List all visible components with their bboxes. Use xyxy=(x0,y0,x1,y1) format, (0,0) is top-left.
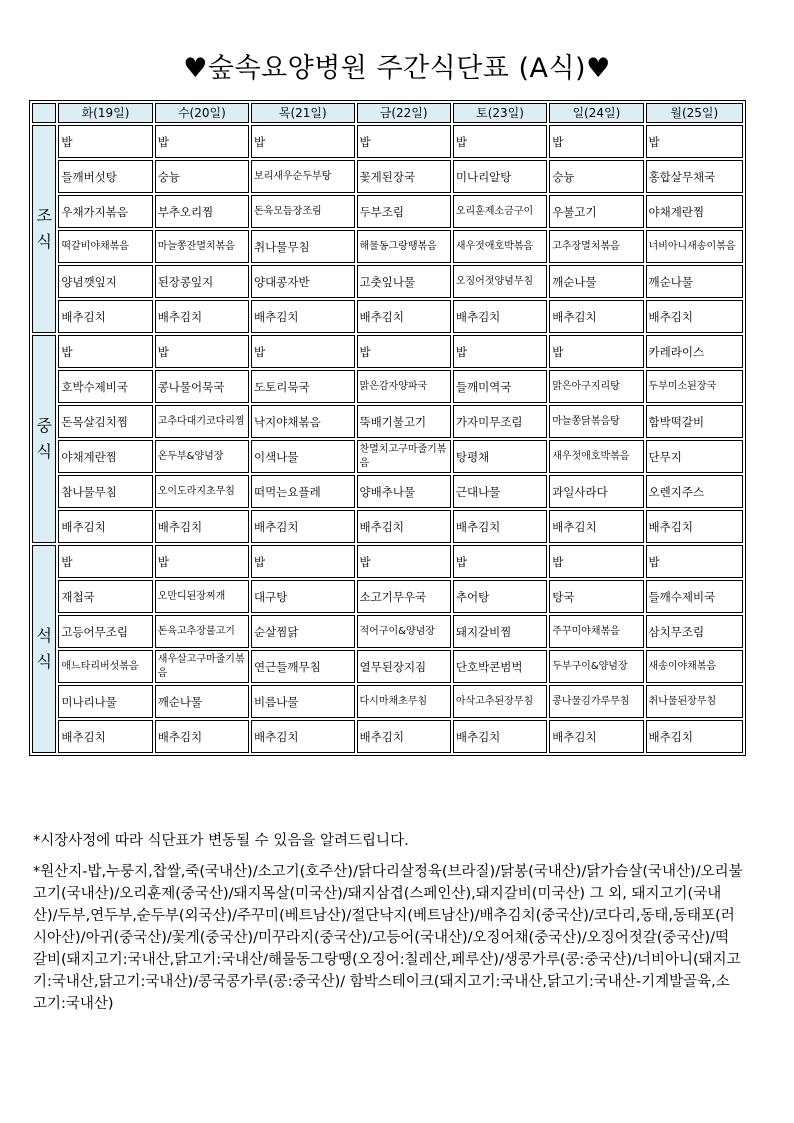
menu-cell: 해물동그랑땡볶음 xyxy=(357,230,451,263)
menu-cell: 콩나물김가루무침 xyxy=(549,685,643,718)
menu-cell: 밥 xyxy=(549,335,643,368)
menu-cell: 온두부&양념장 xyxy=(155,440,249,473)
menu-cell: 미나리알탕 xyxy=(453,160,547,193)
menu-row xyxy=(32,195,743,228)
menu-row xyxy=(32,510,743,543)
menu-cell: 두부구이&양념장 xyxy=(549,650,643,683)
menu-cell: 밥 xyxy=(453,125,547,158)
menu-cell: 단무지 xyxy=(646,440,743,473)
menu-cell: 연근들깨무침 xyxy=(251,650,354,683)
menu-cell: 돈육모듬장조림 xyxy=(251,195,354,228)
menu-row xyxy=(32,685,743,718)
menu-cell: 소고기무우국 xyxy=(357,580,451,613)
menu-cell: 배추김치 xyxy=(357,300,451,333)
menu-cell: 밥 xyxy=(251,335,354,368)
menu-row xyxy=(32,440,743,473)
menu-cell: 배추김치 xyxy=(549,300,643,333)
menu-cell: 밥 xyxy=(155,545,249,578)
menu-cell: 들깨버섯탕 xyxy=(58,160,152,193)
menu-cell: 배추김치 xyxy=(646,510,743,543)
menu-cell: 애느타리버섯볶음 xyxy=(58,650,152,683)
weekly-menu-table xyxy=(29,100,746,756)
menu-cell: 새송이야채볶음 xyxy=(646,650,743,683)
menu-cell: 순살찜닭 xyxy=(251,615,354,648)
menu-cell: 오만디된장찌개 xyxy=(155,580,249,613)
menu-cell: 밥 xyxy=(251,545,354,578)
menu-cell: 새우젓애호박볶음 xyxy=(453,230,547,263)
menu-cell: 마늘쫑잔멸치볶음 xyxy=(155,230,249,263)
menu-cell: 배추김치 xyxy=(155,300,249,333)
menu-row xyxy=(32,720,743,753)
menu-cell: 배추김치 xyxy=(58,720,152,753)
menu-row xyxy=(32,230,743,263)
menu-cell: 고춧잎나물 xyxy=(357,265,451,298)
menu-cell: 홍합살무채국 xyxy=(646,160,743,193)
menu-cell: 배추김치 xyxy=(58,510,152,543)
menu-cell: 이색나물 xyxy=(251,440,354,473)
menu-cell: 뚝배기불고기 xyxy=(357,405,451,438)
meal-label: 석 식 xyxy=(32,545,56,753)
menu-cell: 배추김치 xyxy=(251,720,354,753)
menu-cell: 단호박콘범벅 xyxy=(453,650,547,683)
menu-cell: 고추장멸치볶음 xyxy=(549,230,643,263)
menu-cell: 밥 xyxy=(357,545,451,578)
menu-cell: 맑은아구지리탕 xyxy=(549,370,643,403)
menu-cell: 낙지야채볶음 xyxy=(251,405,354,438)
menu-row xyxy=(32,405,743,438)
menu-cell: 배추김치 xyxy=(357,510,451,543)
menu-cell: 배추김치 xyxy=(549,510,643,543)
menu-cell: 오렌지주스 xyxy=(646,475,743,508)
day-header: 월(25일) xyxy=(646,103,743,123)
menu-cell: 주꾸미야채볶음 xyxy=(549,615,643,648)
menu-cell: 밥 xyxy=(549,125,643,158)
menu-cell: 배추김치 xyxy=(58,300,152,333)
menu-row xyxy=(32,370,743,403)
menu-cell: 보리새우순두부탕 xyxy=(251,160,354,193)
menu-cell: 고추다대기코다리찜 xyxy=(155,405,249,438)
menu-row xyxy=(32,125,743,158)
menu-cell: 미나리나물 xyxy=(58,685,152,718)
menu-cell: 열무된장지짐 xyxy=(357,650,451,683)
notes-section xyxy=(33,830,743,1024)
menu-cell: 배추김치 xyxy=(453,510,547,543)
origin-text: *원산지-밥,누룽지,찹쌀,죽(국내산)/소고기(호주산)/닭다리살정육(브라질)/닭봉(국내산)/닭가슴살(국내산)/오리불고기(국내산)/오리훈제(중국산)/돼지목살(미국산)/돼지삼겹(스페인산),돼지갈비(미국산) 그 외, 돼지고기(국내산)/두부,연두부,순두부(외국산)/주꾸미(베트남산)/절단낙지(베트남산)/배추김치(중국산)/코다리,동태,동태포(러시아산)/아귀(중국산)/꽃게(중국산)/미꾸라지(중국산)/고등어(국내산)/오징어채(중국산)/오징어젓갈(중국산)/떡갈비(돼지고기:국내산,닭고기:국내산/해물동그랑땡(오징어:칠레산,페루산)/생콩가루(콩:중국산)/너비아니(돼지고기:국내산,닭고기:국내산)/콩국콩가루(콩:중국산)/ 함박스테이크(돼지고기:국내산,닭고기:국내산-기계발골육,소고기:국내산) xyxy=(33,864,743,1012)
menu-row xyxy=(32,615,743,648)
day-header: 수(20일) xyxy=(155,103,249,123)
menu-cell: 숭늉 xyxy=(155,160,249,193)
menu-cell: 배추김치 xyxy=(251,300,354,333)
menu-cell: 밥 xyxy=(155,125,249,158)
menu-cell: 배추김치 xyxy=(251,510,354,543)
menu-cell: 우불고기 xyxy=(549,195,643,228)
menu-row xyxy=(32,335,743,368)
menu-cell: 깨순나물 xyxy=(646,265,743,298)
menu-cell: 다시마채초무침 xyxy=(357,685,451,718)
menu-cell: 야채계란찜 xyxy=(58,440,152,473)
menu-cell: 배추김치 xyxy=(453,300,547,333)
menu-cell: 두부미소된장국 xyxy=(646,370,743,403)
menu-cell: 배추김치 xyxy=(453,720,547,753)
menu-cell: 돼지갈비찜 xyxy=(453,615,547,648)
menu-cell: 들깨미역국 xyxy=(453,370,547,403)
menu-cell: 밥 xyxy=(357,125,451,158)
menu-cell: 도토리묵국 xyxy=(251,370,354,403)
menu-cell: 고등어무조림 xyxy=(58,615,152,648)
menu-cell: 밥 xyxy=(453,335,547,368)
menu-row xyxy=(32,265,743,298)
menu-cell: 배추김치 xyxy=(549,720,643,753)
menu-cell: 부추오리찜 xyxy=(155,195,249,228)
menu-cell: 돈목살김치찜 xyxy=(58,405,152,438)
menu-cell: 밥 xyxy=(549,545,643,578)
menu-cell: 대구탕 xyxy=(251,580,354,613)
menu-cell: 참나물무침 xyxy=(58,475,152,508)
menu-cell: 밥 xyxy=(453,545,547,578)
menu-cell: 근대나물 xyxy=(453,475,547,508)
menu-cell: 밥 xyxy=(58,125,152,158)
menu-cell: 추어탕 xyxy=(453,580,547,613)
menu-cell: 양념깻잎지 xyxy=(58,265,152,298)
menu-row xyxy=(32,160,743,193)
menu-cell: 밥 xyxy=(58,335,152,368)
menu-cell: 새우살고구마줄기볶음 xyxy=(155,650,249,683)
menu-cell: 취나물무침 xyxy=(251,230,354,263)
menu-cell: 삼치무조림 xyxy=(646,615,743,648)
menu-cell: 깨순나물 xyxy=(155,685,249,718)
menu-cell: 아삭고추된장무침 xyxy=(453,685,547,718)
menu-cell: 양배추나물 xyxy=(357,475,451,508)
menu-cell: 취나물된장무침 xyxy=(646,685,743,718)
notice-text: *시장사정에 따라 식단표가 변동될 수 있음을 알려드립니다. xyxy=(33,833,409,849)
menu-row xyxy=(32,475,743,508)
menu-cell: 오리훈제소금구이 xyxy=(453,195,547,228)
menu-cell: 된장콩잎지 xyxy=(155,265,249,298)
menu-row xyxy=(32,545,743,578)
menu-cell: 밥 xyxy=(646,545,743,578)
menu-cell: 양대콩자반 xyxy=(251,265,354,298)
meal-label: 중 식 xyxy=(32,335,56,543)
day-header-row xyxy=(32,103,743,123)
menu-cell: 탕평채 xyxy=(453,440,547,473)
corner-cell xyxy=(32,103,56,123)
day-header: 일(24일) xyxy=(549,103,643,123)
menu-cell: 가자미무조림 xyxy=(453,405,547,438)
day-header: 화(19일) xyxy=(58,103,152,123)
menu-cell: 밥 xyxy=(58,545,152,578)
menu-cell: 두부조림 xyxy=(357,195,451,228)
menu-cell: 배추김치 xyxy=(155,720,249,753)
menu-cell: 오징어젓양념무침 xyxy=(453,265,547,298)
menu-cell: 우채가지볶음 xyxy=(58,195,152,228)
page-title: ♥숲속요양병원 주간식단표 (A식)♥ xyxy=(183,53,611,84)
meal-label: 조 식 xyxy=(32,125,56,333)
menu-cell: 숭늉 xyxy=(549,160,643,193)
day-header: 목(21일) xyxy=(251,103,354,123)
day-header: 금(22일) xyxy=(357,103,451,123)
menu-row xyxy=(32,300,743,333)
menu-cell: 배추김치 xyxy=(646,300,743,333)
menu-cell: 들깨수제비국 xyxy=(646,580,743,613)
menu-cell: 떠먹는요플레 xyxy=(251,475,354,508)
menu-cell: 밥 xyxy=(155,335,249,368)
menu-cell: 오이도라지초무침 xyxy=(155,475,249,508)
menu-cell: 밥 xyxy=(251,125,354,158)
menu-row xyxy=(32,580,743,613)
menu-cell: 꽃게된장국 xyxy=(357,160,451,193)
menu-cell: 밥 xyxy=(646,125,743,158)
menu-cell: 배추김치 xyxy=(646,720,743,753)
menu-cell: 비름나물 xyxy=(251,685,354,718)
menu-cell: 떡갈비야채볶음 xyxy=(58,230,152,263)
menu-row xyxy=(32,650,743,683)
menu-cell: 맑은감자양파국 xyxy=(357,370,451,403)
menu-cell: 배추김치 xyxy=(357,720,451,753)
menu-cell: 재첩국 xyxy=(58,580,152,613)
menu-cell: 함박떡갈비 xyxy=(646,405,743,438)
menu-cell: 돈육고추장불고기 xyxy=(155,615,249,648)
menu-cell: 깨순나물 xyxy=(549,265,643,298)
menu-cell: 밥 xyxy=(357,335,451,368)
menu-cell: 야채계란찜 xyxy=(646,195,743,228)
menu-cell: 과일사라다 xyxy=(549,475,643,508)
menu-cell: 콩나물어묵국 xyxy=(155,370,249,403)
menu-cell: 마늘쫑닭볶음탕 xyxy=(549,405,643,438)
menu-cell: 너비아니새송이볶음 xyxy=(646,230,743,263)
menu-cell: 탕국 xyxy=(549,580,643,613)
day-header: 토(23일) xyxy=(453,103,547,123)
menu-cell: 배추김치 xyxy=(155,510,249,543)
menu-cell: 카레라이스 xyxy=(646,335,743,368)
menu-cell: 찬멸치고구마줄기볶음 xyxy=(357,440,451,473)
menu-cell: 새우젓애호박볶음 xyxy=(549,440,643,473)
menu-cell: 호박수제비국 xyxy=(58,370,152,403)
menu-cell: 적어구이&양념장 xyxy=(357,615,451,648)
